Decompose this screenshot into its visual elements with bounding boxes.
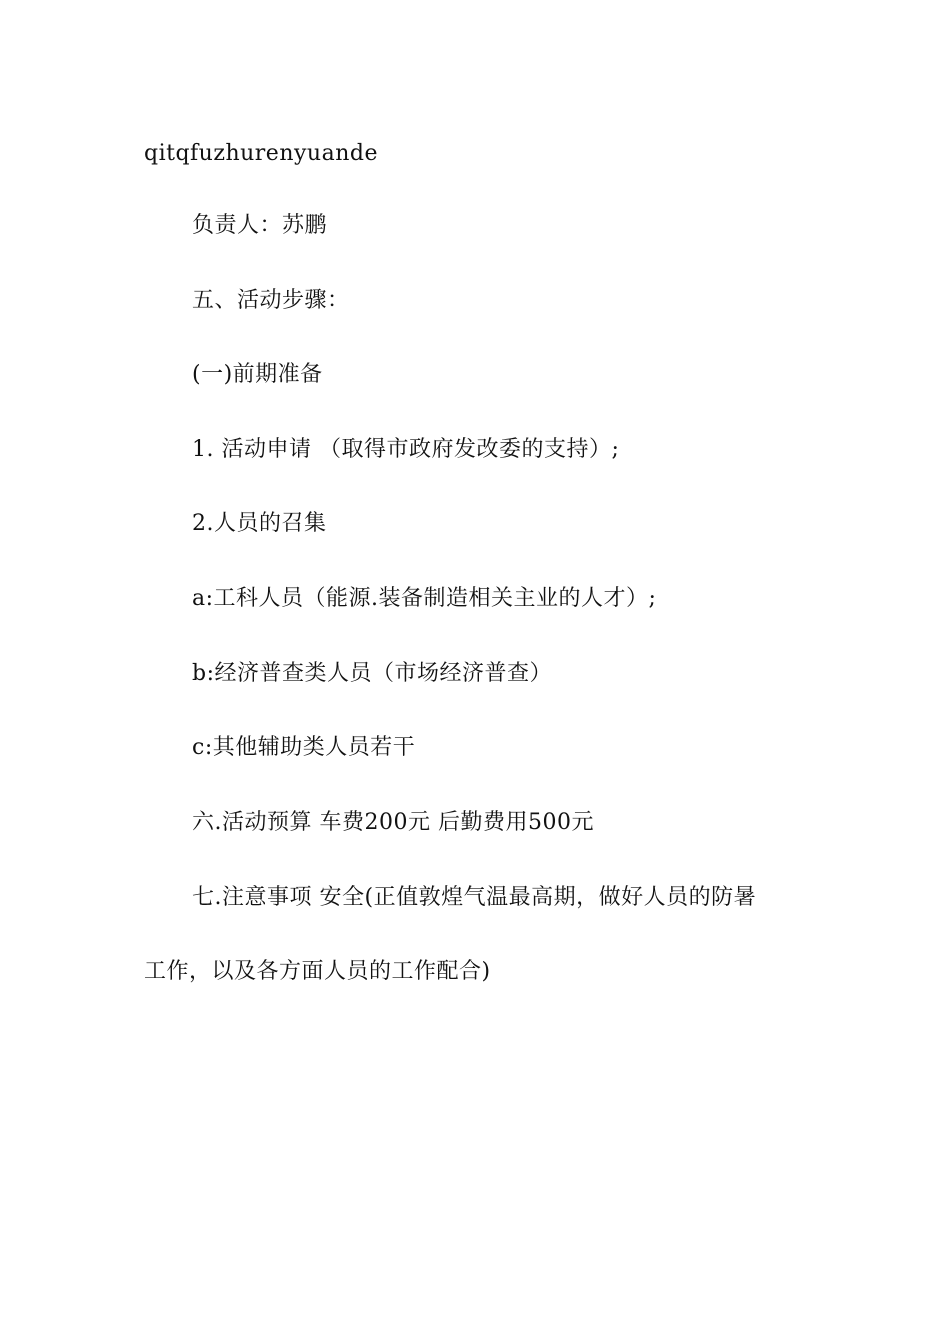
person-in-charge-line: 负责人：苏鹏	[192, 213, 328, 238]
pinyin-fragment-line: qitqfuzhurenyuande	[144, 141, 378, 166]
engineering-staff-item: a:工科人员（能源.装备制造相关主业的人才）;	[192, 586, 657, 611]
auxiliary-staff-item: c:其他辅助类人员若干	[192, 735, 416, 760]
activity-application-item: 1. 活动申请 （取得市政府发改委的支持）;	[192, 437, 620, 462]
notes-continuation-line: 工作，以及各方面人员的工作配合)	[144, 959, 491, 984]
section-five-heading: 五、活动步骤：	[192, 288, 350, 313]
economic-census-staff-item: b:经济普查类人员（市场经济普查）	[192, 661, 552, 686]
preparation-subheading: (一)前期准备	[192, 362, 323, 387]
notes-line: 七.注意事项 安全(正值敦煌气温最高期，做好人员的防暑	[192, 885, 757, 910]
budget-line: 六.活动预算 车费200元 后勤费用500元	[192, 810, 594, 835]
personnel-recruitment-item: 2.人员的召集	[192, 511, 327, 536]
